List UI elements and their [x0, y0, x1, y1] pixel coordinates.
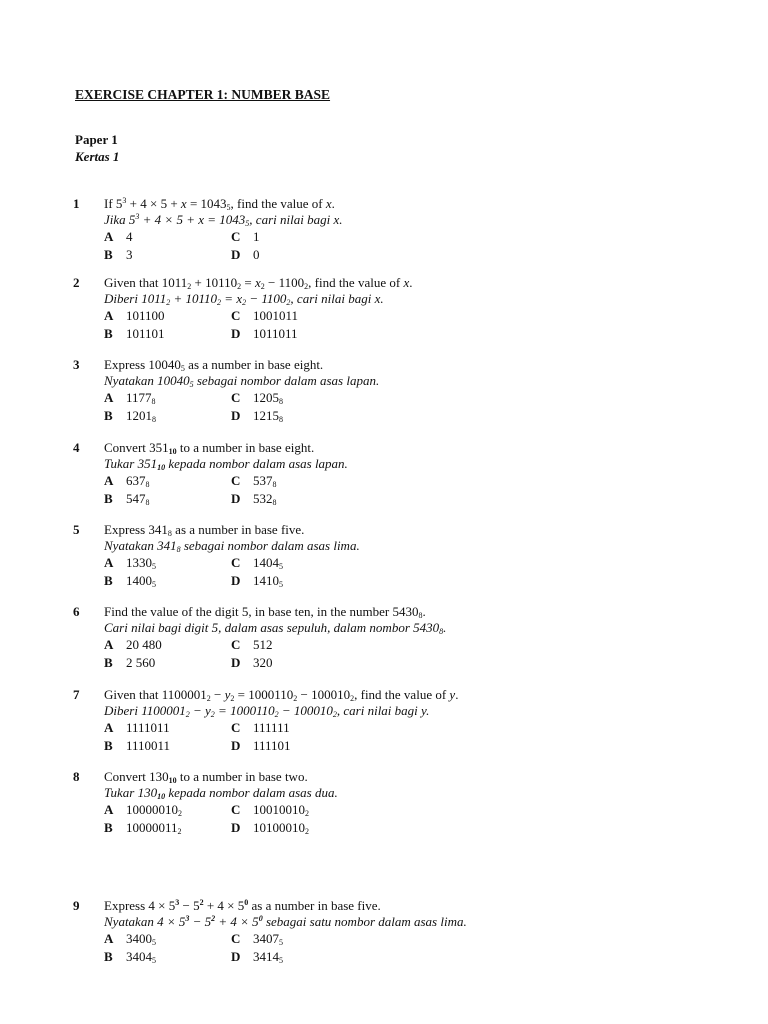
question-text-en: Convert $130_{10}$ to a number in base two.: [104, 769, 308, 785]
option-value: 101100: [126, 308, 165, 323]
option-c[interactable]: [231, 229, 260, 245]
question-text-ms: Tukar $130_{10}$ kepada nombor dalam asas dua.: [104, 785, 338, 801]
option-value: 1001011: [253, 308, 299, 323]
option-a[interactable]: [104, 637, 162, 653]
option-letter: C: [231, 802, 241, 817]
paper-label-ms: Kertas 1: [75, 149, 120, 164]
option-a[interactable]: [104, 720, 170, 736]
question-text-ms: Nyatakan $341_8$ sebagai nombor dalam asas lima.: [104, 538, 360, 554]
option-letter: C: [231, 308, 241, 323]
option-a[interactable]: [104, 308, 165, 324]
option-value: 3: [126, 247, 133, 262]
option-b[interactable]: [104, 655, 155, 671]
question-text: [104, 275, 412, 307]
option-value: $532_8$: [253, 491, 277, 507]
option-a[interactable]: [104, 931, 156, 947]
question-text-en: Given that $1011_2 + 10110_2 = x_2 - 1100_2$, find the value of x.: [104, 275, 413, 291]
option-letter: C: [231, 720, 241, 735]
option-a[interactable]: [104, 390, 156, 406]
option-letter: C: [231, 473, 241, 488]
option-a[interactable]: [104, 802, 182, 818]
option-value: $3407_5$: [253, 931, 283, 947]
option-letter: B: [104, 326, 113, 341]
option-value: $537_8$: [253, 473, 277, 489]
option-value: 20 480: [126, 637, 162, 652]
option-value: $3414_5$: [253, 949, 283, 965]
option-a[interactable]: [104, 229, 133, 245]
option-c[interactable]: [231, 555, 283, 571]
paper-heading: [75, 131, 119, 165]
question-text-en: Given that $1100001_2 - y_2 = 1000110_2 - 100010_2$, find the value of y.: [104, 687, 459, 703]
option-value: $1410_5$: [253, 573, 283, 589]
question-text: [104, 440, 348, 472]
option-c[interactable]: [231, 931, 283, 947]
option-b[interactable]: [104, 326, 165, 342]
option-b[interactable]: [104, 820, 182, 836]
question-text: [104, 196, 342, 228]
option-value: 512: [253, 637, 273, 652]
option-value: $637_8$: [126, 473, 150, 489]
option-c[interactable]: [231, 390, 283, 406]
option-letter: A: [104, 931, 114, 946]
option-value: $10100010_2$: [253, 820, 309, 836]
option-b[interactable]: [104, 491, 150, 507]
question-text-en: Express $341_8$ as a number in base five.: [104, 522, 305, 538]
option-c[interactable]: [231, 720, 290, 736]
option-b[interactable]: [104, 573, 156, 589]
option-letter: D: [231, 820, 241, 835]
question-number: 9: [73, 898, 80, 913]
option-value: $547_8$: [126, 491, 150, 507]
question-text-ms: Cari nilai bagi digit 5, dalam asas sepuluh, dalam nombor $5430_8$.: [104, 620, 447, 636]
question-number: 8: [73, 769, 80, 784]
option-letter: D: [231, 949, 241, 964]
option-value: 1: [253, 229, 260, 244]
option-letter: B: [104, 408, 113, 423]
option-letter: A: [104, 720, 114, 735]
option-letter: D: [231, 573, 241, 588]
option-value: 2 560: [126, 655, 156, 670]
option-value: $3400_5$: [126, 931, 156, 947]
question-text-ms: Diberi $1100001_2 - y_2 = 1000110_2 - 100010_2$, cari nilai bagi y.: [104, 703, 430, 719]
option-letter: D: [231, 655, 241, 670]
question-number: 1: [73, 196, 80, 211]
option-b[interactable]: [104, 738, 170, 754]
question-text-ms: Jika $5^3 + 4 \times 5 + x = 1043_5$, cari nilai bagi x.: [104, 212, 343, 228]
option-d[interactable]: [231, 491, 277, 507]
option-c[interactable]: [231, 637, 273, 653]
option-c[interactable]: [231, 802, 309, 818]
question-text-en: Express $10040_5$ as a number in base eight.: [104, 357, 324, 373]
option-letter: C: [231, 931, 241, 946]
option-value: 1111011: [126, 720, 170, 735]
option-letter: A: [104, 390, 114, 405]
option-letter: B: [104, 949, 113, 964]
option-letter: C: [231, 555, 241, 570]
question-text-ms: Tukar $351_{10}$ kepada nombor dalam asas lapan.: [104, 456, 348, 472]
question-text: [104, 604, 446, 636]
option-letter: C: [231, 390, 241, 405]
option-value: 101101: [126, 326, 165, 341]
question-text-en: Convert $351_{10}$ to a number in base eight.: [104, 440, 315, 456]
question-text: [104, 522, 360, 554]
option-letter: D: [231, 738, 241, 753]
option-value: $1201_8$: [126, 408, 156, 424]
option-value: $1177_8$: [126, 390, 156, 406]
option-letter: C: [231, 229, 241, 244]
option-d[interactable]: [231, 408, 283, 424]
option-value: $10000011_2$: [126, 820, 182, 836]
option-letter: D: [231, 408, 241, 423]
option-letter: B: [104, 573, 113, 588]
option-letter: C: [231, 637, 241, 652]
option-letter: A: [104, 229, 114, 244]
question-text-ms: Nyatakan $10040_5$ sebagai nombor dalam asas lapan.: [104, 373, 380, 389]
option-value: 111111: [253, 720, 290, 735]
option-b[interactable]: [104, 949, 156, 965]
option-letter: B: [104, 247, 113, 262]
question-number: 5: [73, 522, 80, 537]
option-letter: A: [104, 308, 114, 323]
option-letter: D: [231, 491, 241, 506]
option-b[interactable]: [104, 408, 156, 424]
option-c[interactable]: [231, 473, 277, 489]
option-letter: B: [104, 820, 113, 835]
option-value: $1330_5$: [126, 555, 156, 571]
option-c[interactable]: [231, 308, 298, 324]
option-value: $10000010_2$: [126, 802, 182, 818]
option-letter: D: [231, 326, 241, 341]
option-value: 1011011: [253, 326, 298, 341]
option-letter: B: [104, 738, 113, 753]
option-d[interactable]: [231, 949, 283, 965]
question-number: 4: [73, 440, 80, 455]
option-d[interactable]: [231, 738, 291, 754]
question-text: [104, 769, 338, 801]
option-letter: A: [104, 802, 114, 817]
option-letter: B: [104, 655, 113, 670]
option-value: $3404_5$: [126, 949, 156, 965]
option-value: $1215_8$: [253, 408, 283, 424]
question-number: 3: [73, 357, 80, 372]
question-text-en: Express $4 \times 5^3 - 5^2 + 4 \times 5^0$ as a number in base five.: [104, 898, 381, 913]
question-number: 2: [73, 275, 80, 290]
option-value: 4: [126, 229, 133, 244]
option-b[interactable]: [104, 247, 133, 263]
option-d[interactable]: [231, 326, 298, 342]
option-letter: A: [104, 555, 114, 570]
question-number: 7: [73, 687, 80, 702]
option-letter: A: [104, 637, 114, 652]
option-a[interactable]: [104, 555, 156, 571]
option-value: 1110011: [126, 738, 171, 753]
option-letter: B: [104, 491, 113, 506]
question-text: [104, 357, 379, 389]
option-d[interactable]: [231, 247, 260, 263]
question-text-en: If $5^3 + 4 \times 5 + x = 1043_5$, find the value of x.: [104, 196, 335, 212]
option-value: 111101: [253, 738, 291, 753]
option-letter: D: [231, 247, 241, 262]
page-title: EXERCISE CHAPTER 1: NUMBER BASE: [75, 87, 331, 102]
option-letter: A: [104, 473, 114, 488]
question-text-ms: Nyatakan $4 \times 5^3 - 5^2 + 4 \times 5^0$ sebagai satu nombor dalam asas lima.: [104, 914, 467, 929]
question-text-ms: Diberi $1011_2 + 10110_2 = x_2 - 1100_2$, cari nilai bagi x.: [104, 291, 384, 307]
option-value: $1404_5$: [253, 555, 283, 571]
option-value: $10010010_2$: [253, 802, 309, 818]
option-d[interactable]: [231, 573, 283, 589]
option-value: 320: [253, 655, 273, 670]
question-text-en: Find the value of the digit 5, in base ten, in the number $5430_8$.: [104, 604, 426, 620]
option-a[interactable]: [104, 473, 150, 489]
question-text: [104, 687, 458, 719]
option-d[interactable]: [231, 820, 309, 836]
option-value: $1400_5$: [126, 573, 156, 589]
question-text: [104, 898, 467, 930]
option-d[interactable]: [231, 655, 273, 671]
option-value: $1205_8$: [253, 390, 283, 406]
paper-label-en: Paper 1: [75, 132, 118, 147]
option-value: 0: [253, 247, 260, 262]
question-number: 6: [73, 604, 80, 619]
